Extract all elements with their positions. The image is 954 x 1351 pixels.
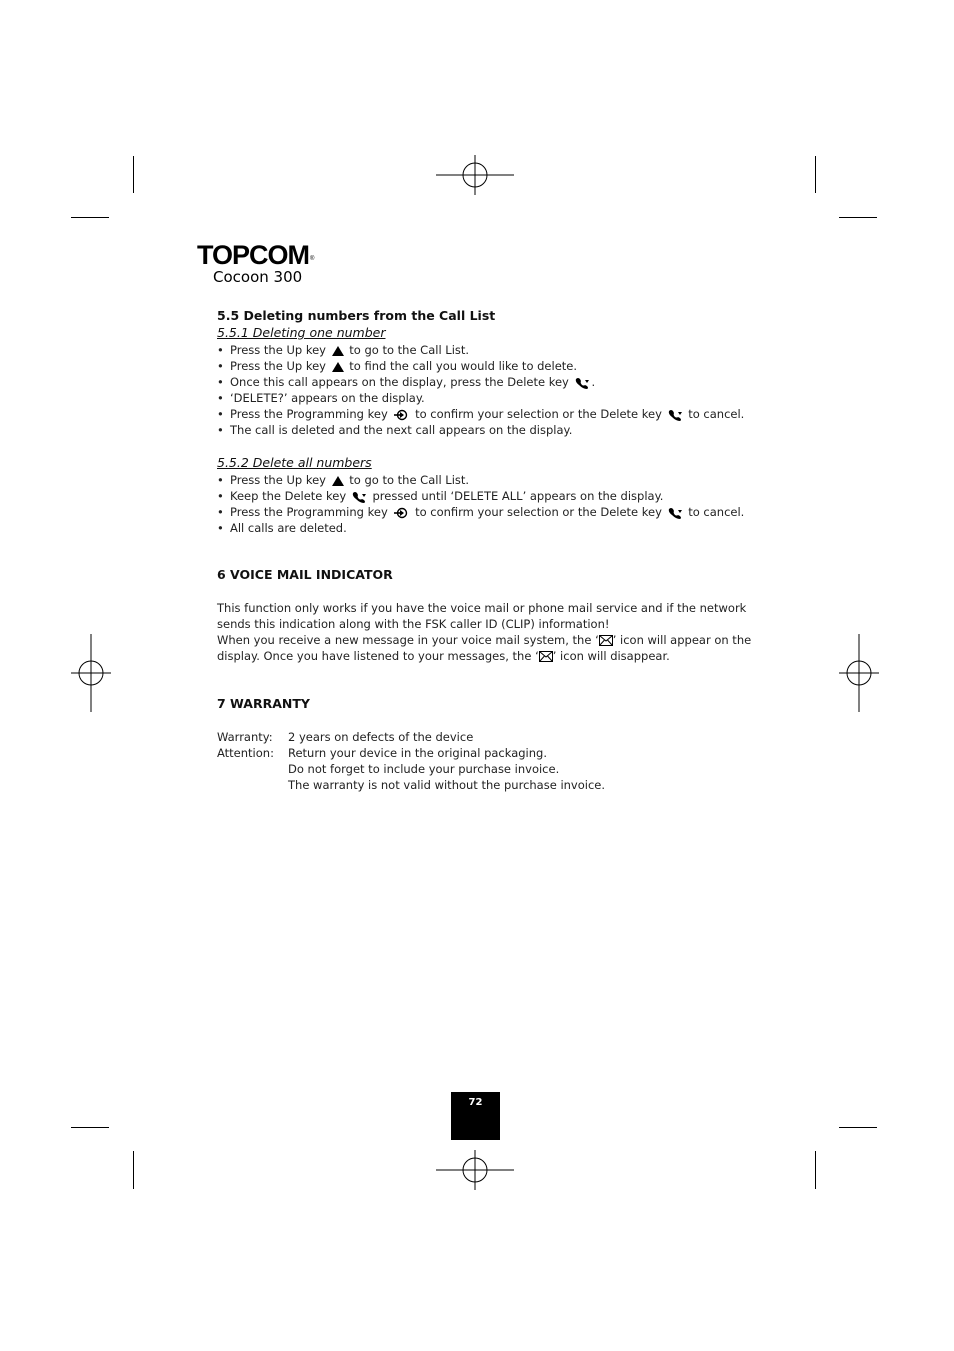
attention-line: Do not forget to include your purchase invoice.: [288, 762, 560, 776]
list-item: [217, 358, 577, 374]
section-6-title: 6 VOICE MAIL INDICATOR: [217, 567, 393, 582]
list-item: [217, 342, 469, 358]
bullet: •: [217, 473, 224, 487]
list-text: .: [591, 375, 596, 389]
list-text: Once this call appears on the display, press the Delete key: [230, 375, 569, 389]
paragraph-text: ’ icon will disappear.: [552, 649, 670, 663]
crop-mark: [71, 217, 109, 218]
bullet: •: [217, 489, 224, 503]
list-item: [217, 504, 744, 520]
brand-logo-text: TOPCOM: [197, 240, 310, 270]
bullet: •: [217, 505, 224, 519]
up-arrow-icon: [332, 346, 344, 356]
delete-key-icon: [575, 377, 590, 389]
paragraph-line: [217, 648, 670, 664]
crop-mark: [815, 1151, 816, 1189]
bullet: •: [217, 391, 224, 405]
list-text: Press the Up key: [230, 359, 326, 373]
list-text: pressed until ‘DELETE ALL’ appears on the display.: [372, 489, 664, 503]
envelope-icon: [599, 635, 613, 646]
list-item: [217, 520, 347, 536]
list-text: to confirm your selection or the Delete key: [415, 407, 662, 421]
list-text: Press the Up key: [230, 473, 326, 487]
envelope-icon: [539, 651, 553, 662]
programming-key-icon: [393, 507, 409, 519]
up-arrow-icon: [332, 476, 344, 486]
section-7-title: 7 WARRANTY: [217, 696, 310, 711]
brand-logo: [197, 240, 312, 270]
list-item: [217, 374, 595, 390]
attention-line: Return your device in the original packaging.: [288, 746, 547, 760]
paragraph-line: [217, 632, 751, 648]
registration-mark-left: [71, 634, 111, 712]
list-text: Press the Programming key: [230, 407, 388, 421]
bullet: •: [217, 375, 224, 389]
bullet: •: [217, 407, 224, 421]
warranty-label: Warranty:: [217, 730, 273, 744]
bullet: •: [217, 359, 224, 373]
section-5-5-1-title: 5.5.1 Deleting one number: [217, 325, 386, 340]
bullet: •: [217, 423, 224, 437]
registered-mark: ®: [310, 256, 314, 262]
paragraph-text: display. Once you have listened to your messages, the ‘: [217, 649, 539, 663]
page-number-box: [451, 1092, 500, 1140]
crop-mark: [839, 1127, 877, 1128]
list-text: to find the call you would like to delete.: [349, 359, 578, 373]
crop-mark: [133, 156, 134, 193]
attention-label: Attention:: [217, 746, 274, 760]
attention-line: The warranty is not valid without the purchase invoice.: [288, 778, 606, 792]
registration-mark-right: [839, 634, 879, 712]
section-5-5-title: 5.5 Deleting numbers from the Call List: [217, 308, 496, 323]
crop-mark: [71, 1127, 109, 1128]
delete-key-icon: [668, 507, 683, 519]
paragraph-text: When you receive a new message in your voice mail system, the ‘: [217, 633, 599, 647]
list-text: Press the Programming key: [230, 505, 388, 519]
page-number: 72: [468, 1097, 483, 1108]
crop-mark: [839, 217, 877, 218]
list-text: The call is deleted and the next call appears on the display.: [230, 423, 573, 437]
list-item: [217, 390, 425, 406]
list-text: to cancel.: [688, 505, 745, 519]
section-5-5-2-title: 5.5.2 Delete all numbers: [217, 455, 372, 470]
crop-mark: [133, 1151, 134, 1189]
registration-mark-bottom: [436, 1150, 514, 1190]
model-name: Cocoon 300: [213, 268, 303, 286]
list-item: [217, 422, 572, 438]
list-text: to go to the Call List.: [349, 473, 470, 487]
paragraph-line: sends this indication along with the FSK caller ID (CLIP) information!: [217, 617, 610, 631]
delete-key-icon: [352, 491, 367, 503]
list-text: ‘DELETE?’ appears on the display.: [230, 391, 425, 405]
list-text: Keep the Delete key: [230, 489, 347, 503]
bullet: •: [217, 521, 224, 535]
bullet: •: [217, 343, 224, 357]
registration-mark-top: [436, 155, 514, 195]
list-text: to confirm your selection or the Delete key: [415, 505, 662, 519]
list-item: [217, 472, 469, 488]
warranty-value: 2 years on defects of the device: [288, 730, 474, 744]
list-text: to go to the Call List.: [349, 343, 470, 357]
list-text: Press the Up key: [230, 343, 326, 357]
paragraph-line: This function only works if you have the voice mail or phone mail service and if the network: [217, 601, 747, 615]
up-arrow-icon: [332, 362, 344, 372]
list-item: [217, 488, 663, 504]
paragraph-text: ’ icon will appear on the: [612, 633, 752, 647]
list-text: to cancel.: [688, 407, 745, 421]
delete-key-icon: [668, 409, 683, 421]
list-text: All calls are deleted.: [230, 521, 347, 535]
crop-mark: [815, 156, 816, 193]
programming-key-icon: [393, 409, 409, 421]
list-item: [217, 406, 744, 422]
